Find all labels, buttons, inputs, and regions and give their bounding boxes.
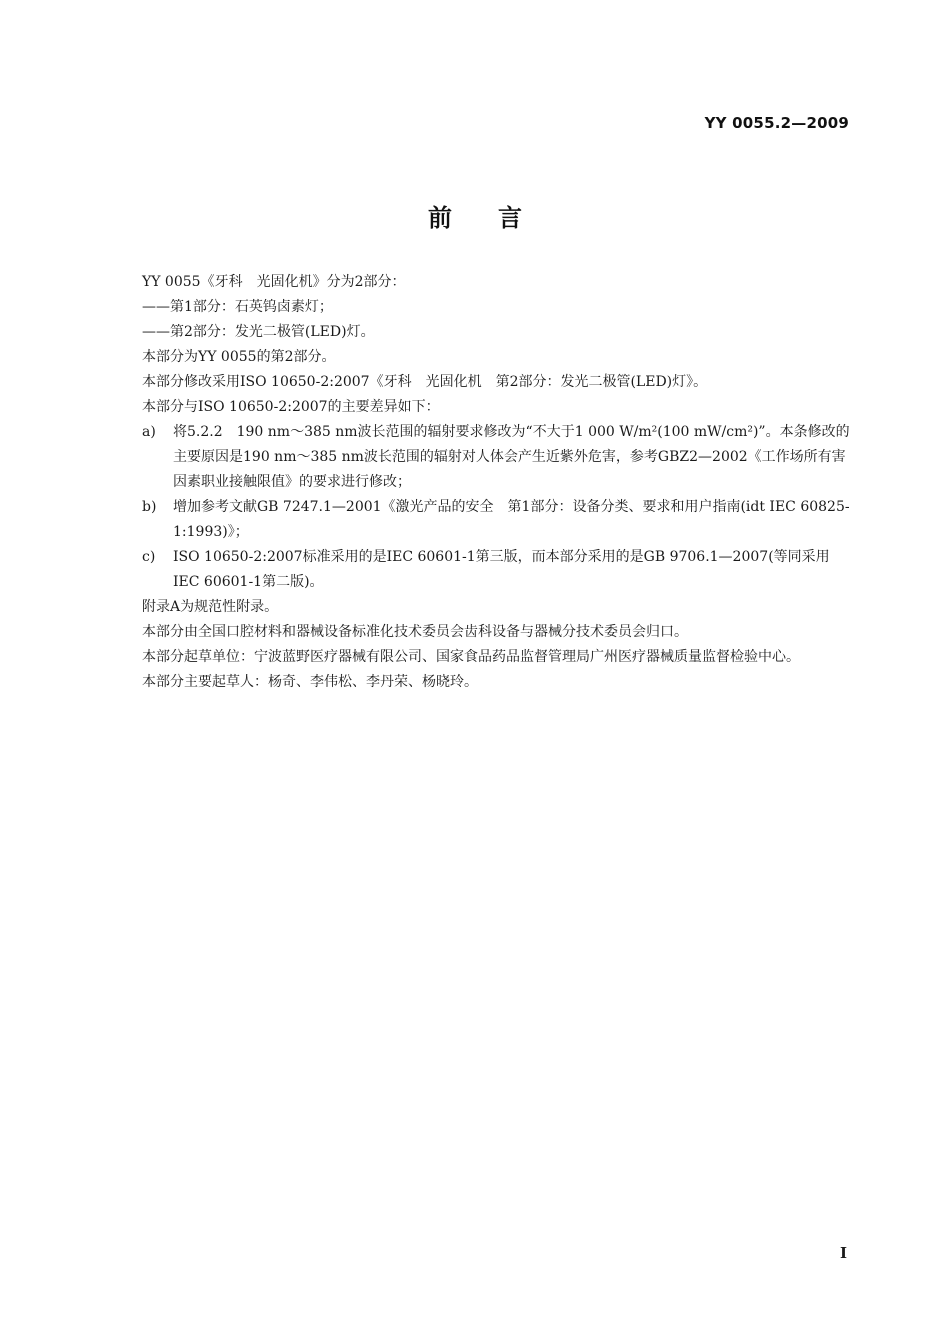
item-text: 将5.2.2 190 nm～385 nm波长范围的辐射要求修改为“不大于1 000 W/m²(100 mW/cm²)”。本条修改的主要原因是190 nm～385 nm波长范围的辐射对人体会产生近紫外危害，参考GBZ2—2002《工作场所有害因素职业接触限值》的要求进行修改； [173, 424, 850, 490]
paragraph-drafting-units: 本部分起草单位：宁波蓝野医疗器械有限公司、国家食品药品监督管理局广州医疗器械质量监督检验中心。 [142, 649, 800, 665]
foreword-body [142, 270, 854, 695]
item-marker: b) [142, 499, 157, 515]
page-number: I [839, 1244, 847, 1262]
paragraph-part-2: ——第2部分：发光二极管(LED)灯。 [142, 324, 375, 340]
paragraph-differences-intro: 本部分与ISO 10650-2:2007的主要差异如下： [142, 399, 440, 415]
paragraph-drafters: 本部分主要起草人：杨奇、李伟松、李丹荣、杨晓玲。 [142, 674, 478, 690]
document-number: YY 0055.2—2009 [704, 114, 849, 132]
page-title: 前言 [428, 204, 568, 232]
paragraph-part-1: ——第1部分：石英钨卤素灯； [142, 299, 333, 315]
difference-item-c [142, 545, 854, 595]
paragraph-this-part: 本部分为YY 0055的第2部分。 [142, 349, 336, 365]
paragraph-annex: 附录A为规范性附录。 [142, 599, 279, 615]
difference-item-a [142, 420, 854, 495]
paragraph-proposer: 本部分由全国口腔材料和器械设备标准化技术委员会齿科设备与器械分技术委员会归口。 [142, 624, 688, 640]
item-text: ISO 10650-2:2007标准采用的是IEC 60601-1第三版，而本部分采用的是GB 9706.1—2007(等同采用IEC 60601-1第二版)。 [173, 549, 830, 590]
item-text: 增加参考文献GB 7247.1—2001《激光产品的安全 第1部分：设备分类、要求和用户指南(idt IEC 60825-1:1993)》； [173, 499, 850, 540]
difference-item-b [142, 495, 854, 545]
paragraph-parts-intro: YY 0055《牙科 光固化机》分为2部分： [142, 274, 406, 290]
paragraph-adoption: 本部分修改采用ISO 10650-2:2007《牙科 光固化机 第2部分：发光二极管(LED)灯》。 [142, 374, 708, 390]
item-marker: c) [142, 549, 156, 565]
item-marker: a) [142, 424, 156, 440]
